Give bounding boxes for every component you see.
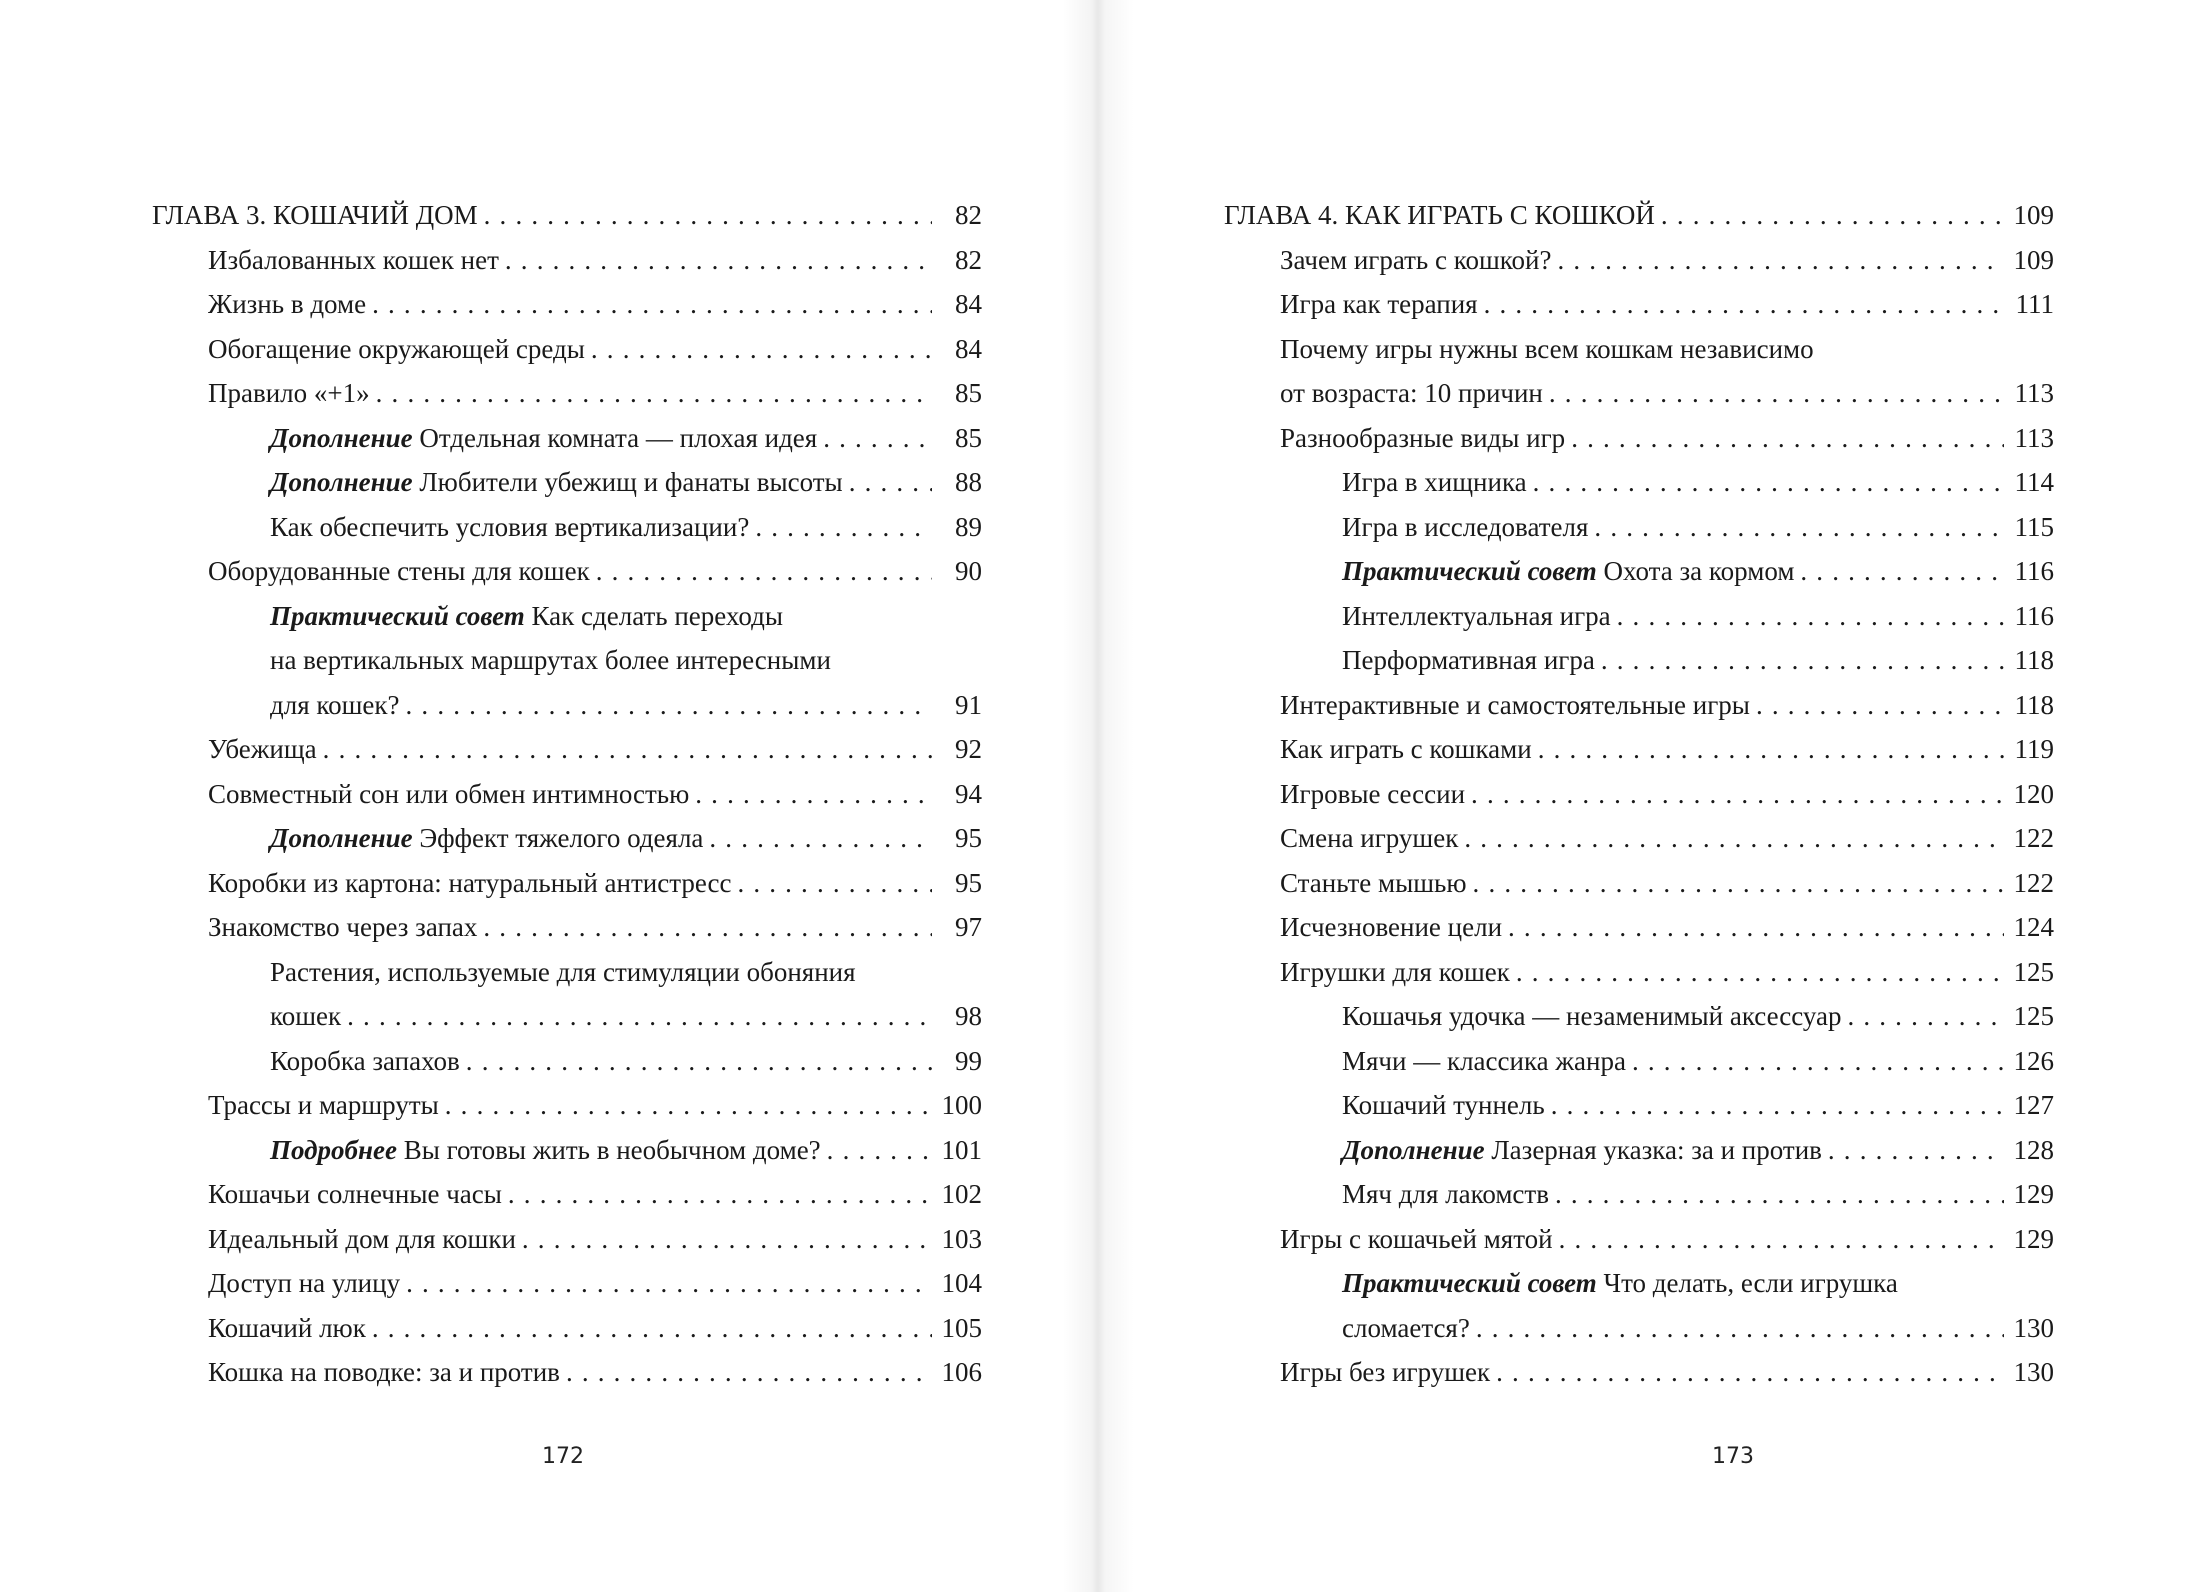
toc-entry	[1224, 460, 2054, 505]
page-number-right: 173	[1712, 1444, 1754, 1469]
toc-chapter-entry	[152, 193, 982, 238]
toc-entry-title	[1342, 638, 1595, 683]
toc-leader-dots	[522, 1217, 932, 1262]
toc-entry-text: Перформативная игра	[1342, 645, 1595, 675]
toc-entry	[1224, 416, 2054, 461]
toc-entry	[152, 1039, 982, 1084]
toc-leader-dots	[737, 861, 932, 906]
toc-leader-dots	[1555, 1172, 2004, 1217]
toc-entry-page-number: 118	[2014, 645, 2054, 675]
toc-entry	[1224, 638, 2054, 683]
toc-entry-label: Подробнее	[270, 1134, 397, 1165]
toc-entry	[1224, 861, 2054, 906]
toc-entry-page-number: 95	[955, 867, 982, 898]
toc-entry	[152, 994, 982, 1039]
toc-leader-dots	[823, 416, 932, 461]
toc-entry-text: Правило «+1»	[208, 378, 370, 408]
toc-entry-label: Практический совет	[1342, 1268, 1597, 1298]
toc-entry-text: Смена игрушек	[1280, 823, 1459, 853]
toc-entry-page-number: 104	[941, 1268, 982, 1298]
toc-entry-page-number: 102	[941, 1179, 982, 1209]
toc-leader-dots	[1594, 505, 2004, 550]
toc-entry-title	[1280, 238, 1551, 283]
toc-entry-text: Зачем играть с кошкой?	[1280, 244, 1552, 275]
toc-leader-dots	[1538, 727, 2004, 772]
toc-entry-title	[1280, 416, 1565, 461]
toc-entry-text: Мяч для лакомств	[1342, 1179, 1549, 1209]
toc-leader-dots	[1484, 282, 2004, 327]
toc-leader-dots	[1496, 1350, 2004, 1395]
toc-entry-page-number: 127	[2013, 1090, 2054, 1120]
toc-entry-title	[1224, 193, 1655, 238]
toc-entry-title	[1342, 1039, 1626, 1084]
toc-entry-page-number: 129	[2013, 1179, 2054, 1209]
toc-entry-text: Знакомство через запах	[208, 912, 478, 942]
toc-entry	[152, 238, 982, 283]
toc-entry-page-number: 109	[2013, 244, 2054, 275]
page-number-left: 172	[542, 1444, 584, 1469]
toc-entry-text: Станьте мышью	[1280, 867, 1467, 898]
toc-entry	[152, 549, 982, 594]
toc-entry	[152, 861, 982, 906]
toc-entry-text: Что делать, если игрушка	[1603, 1268, 1898, 1298]
toc-entry-title	[1342, 594, 1611, 639]
toc-entry-text: Игры с кошачьей мятой	[1280, 1223, 1553, 1254]
toc-entry-title	[1342, 1083, 1545, 1128]
toc-entry-page-number: 85	[955, 422, 982, 453]
toc-entry-title	[1280, 727, 1532, 772]
toc-entry	[1224, 905, 2054, 950]
toc-entry-title	[208, 1172, 502, 1217]
toc-leader-dots	[1617, 594, 2004, 639]
toc-entry-title	[270, 638, 831, 683]
toc-leader-dots	[1571, 416, 2004, 461]
toc-entry-text: Игры без игрушек	[1280, 1357, 1491, 1387]
toc-entry	[1224, 594, 2054, 639]
toc-entry-page-number: 113	[2014, 422, 2054, 453]
toc-entry-page-number: 120	[2013, 778, 2054, 809]
toc-entry-page-number: 101	[941, 1134, 982, 1165]
toc-entry	[152, 683, 982, 728]
toc-entry-page-number: 111	[2015, 289, 2054, 319]
toc-leader-dots	[323, 727, 932, 772]
toc-entry-text: Игра как терапия	[1280, 289, 1478, 319]
toc-entry-page-number: 100	[941, 1090, 982, 1120]
toc-entry-title	[208, 1083, 439, 1128]
toc-entry	[1224, 1350, 2054, 1395]
toc-entry-label: Практический совет	[270, 600, 525, 631]
toc-entry	[1224, 683, 2054, 728]
toc-leader-dots	[1557, 238, 2004, 283]
toc-entry-text: Идеальный дом для кошки	[208, 1223, 516, 1254]
toc-entry-page-number: 95	[955, 823, 982, 853]
toc-chapter-entry	[1224, 193, 2054, 238]
toc-entry-text: Интерактивные и самостоятельные игры	[1280, 689, 1750, 720]
toc-entry-page-number: 82	[955, 244, 982, 275]
toc-entry-page-number: 90	[955, 556, 982, 586]
toc-leader-dots	[445, 1083, 932, 1128]
toc-entry	[152, 594, 982, 639]
toc-entry-page-number: 115	[2014, 511, 2054, 542]
toc-entry-text: Кошка на поводке: за и против	[208, 1357, 560, 1387]
toc-entry-page-number: 122	[2013, 823, 2054, 853]
toc-entry	[1224, 727, 2054, 772]
toc-entry-title	[208, 772, 689, 817]
toc-entry	[1224, 1306, 2054, 1351]
toc-entry-title	[208, 861, 731, 906]
toc-leader-dots	[827, 1128, 932, 1173]
toc-entry-label: Дополнение	[270, 422, 413, 453]
toc-entry-title	[1280, 282, 1478, 327]
toc-entry-title	[208, 1306, 366, 1351]
toc-leader-dots	[1828, 1128, 2004, 1173]
toc-entry-text: Растения, используемые для стимуляции обоняния	[270, 956, 856, 987]
toc-entry-label: Дополнение	[270, 823, 413, 853]
toc-leader-dots	[1471, 772, 2004, 817]
toc-entry-text: Почему игры нужны всем кошкам независимо	[1280, 333, 1814, 364]
toc-entry-text: Кошачий люк	[208, 1312, 366, 1343]
toc-entry-title	[270, 994, 341, 1039]
toc-leader-dots	[505, 238, 932, 283]
toc-entry-title	[270, 950, 856, 995]
toc-leader-dots	[1756, 683, 2004, 728]
toc-entry-page-number: 130	[2013, 1312, 2054, 1343]
toc-entry	[1224, 1128, 2054, 1173]
toc-entry-title	[1280, 950, 1510, 995]
toc-entry-title	[208, 327, 585, 372]
toc-entry-page-number: 126	[2013, 1045, 2054, 1076]
toc-entry-title	[1280, 683, 1750, 728]
toc-entry-text: Избалованных кошек нет	[208, 244, 499, 275]
toc-leader-dots	[1800, 549, 2004, 594]
toc-entry	[1224, 327, 2054, 372]
toc-leader-dots	[406, 1261, 932, 1306]
toc-entry-page-number: 97	[955, 912, 982, 942]
toc-entry-title	[208, 1261, 400, 1306]
toc-entry-title	[1342, 549, 1794, 594]
toc-entry	[1224, 282, 2054, 327]
toc-leader-dots	[483, 905, 932, 950]
toc-leader-dots	[1661, 193, 2004, 238]
toc-entry-text: Вы готовы жить в необычном доме?	[403, 1134, 821, 1165]
toc-entry-title	[1280, 371, 1543, 416]
toc-entry-page-number: 118	[2014, 689, 2054, 720]
toc-entry	[152, 1128, 982, 1173]
toc-entry-page-number: 129	[2013, 1223, 2054, 1254]
toc-entry-text: ГЛАВА 3. КОШАЧИЙ ДОМ	[152, 200, 478, 230]
toc-leader-dots	[709, 816, 932, 861]
toc-entry-page-number: 98	[955, 1001, 982, 1031]
toc-entry-title	[270, 816, 703, 861]
toc-entry-page-number: 128	[2013, 1134, 2054, 1165]
toc-leader-dots	[1476, 1306, 2004, 1351]
toc-entry	[152, 816, 982, 861]
toc-entry-page-number: 109	[2013, 200, 2054, 230]
toc-leader-dots	[1549, 371, 2004, 416]
toc-leader-dots	[372, 1306, 932, 1351]
toc-entry-title	[208, 905, 477, 950]
toc-leader-dots	[566, 1350, 932, 1395]
toc-entry-text: Исчезновение цели	[1280, 912, 1503, 942]
toc-entry	[152, 1261, 982, 1306]
toc-entry-text: Кошачья удочка — незаменимый аксессуар	[1342, 1001, 1842, 1031]
toc-entry-title	[152, 193, 478, 238]
toc-entry-page-number: 124	[2013, 912, 2054, 942]
toc-entry-text: Отдельная комната — плохая идея	[419, 422, 818, 453]
toc-leader-dots	[695, 772, 932, 817]
toc-entry-title	[1280, 816, 1458, 861]
toc-entry-title	[1280, 905, 1502, 950]
toc-entry-title	[208, 238, 499, 283]
toc-entry	[1224, 1261, 2054, 1306]
toc-entry-title	[270, 1128, 821, 1173]
toc-entry-title	[1342, 994, 1841, 1039]
toc-entry-label: Дополнение	[1342, 1134, 1485, 1165]
toc-entry-text: Игрушки для кошек	[1280, 956, 1510, 987]
toc-entry	[1224, 816, 2054, 861]
toc-entry-text: Совместный сон или обмен интимностью	[208, 778, 690, 809]
toc-entry-page-number: 125	[2013, 956, 2054, 987]
toc-entry-text: Доступ на улицу	[208, 1268, 401, 1298]
toc-entry-label: Дополнение	[270, 467, 413, 497]
right-page	[1098, 0, 2196, 1592]
toc-entry	[152, 1306, 982, 1351]
toc-entry-page-number: 103	[941, 1223, 982, 1254]
toc-entry-title	[270, 460, 843, 505]
toc-leader-dots	[376, 371, 932, 416]
toc-entry-text: Убежища	[208, 734, 317, 764]
toc-entry-text: Как играть с кошками	[1280, 734, 1532, 764]
toc-entry-text: Жизнь в доме	[208, 289, 367, 319]
toc-entry-text: Любители убежищ и фанаты высоты	[419, 467, 843, 497]
toc-entry-page-number: 85	[955, 378, 982, 408]
toc-entry-title	[1342, 1128, 1822, 1173]
toc-entry	[152, 505, 982, 550]
toc-entry-text: Лазерная указка: за и против	[1491, 1134, 1822, 1165]
toc-entry-page-number: 84	[955, 333, 982, 364]
toc-entry-text: Как сделать переходы	[531, 600, 783, 631]
toc-entry-page-number: 130	[2013, 1357, 2054, 1387]
toc-entry	[1224, 371, 2054, 416]
toc-entry	[152, 416, 982, 461]
table-of-contents-right	[1224, 193, 2054, 1395]
toc-entry-text: Игра в хищника	[1342, 467, 1527, 497]
toc-entry	[152, 950, 982, 995]
toc-entry-title	[270, 594, 783, 639]
toc-leader-dots	[1551, 1083, 2004, 1128]
toc-entry	[1224, 505, 2054, 550]
toc-entry-page-number: 122	[2013, 867, 2054, 898]
toc-entry-text: Кошачьи солнечные часы	[208, 1179, 502, 1209]
toc-entry-text: Обогащение окружающей среды	[208, 333, 585, 364]
toc-entry-page-number: 113	[2014, 378, 2054, 408]
toc-entry-label: Практический совет	[1342, 556, 1597, 586]
toc-entry-text: Разнообразные виды игр	[1280, 422, 1566, 453]
toc-entry-page-number: 89	[955, 511, 982, 542]
toc-entry-title	[1342, 505, 1588, 550]
toc-entry	[152, 1217, 982, 1262]
toc-entry	[152, 1172, 982, 1217]
toc-entry-title	[1342, 1306, 1470, 1351]
toc-entry-text: Игровые сессии	[1280, 778, 1466, 809]
toc-leader-dots	[372, 282, 932, 327]
toc-entry	[152, 1350, 982, 1395]
toc-leader-dots	[1516, 950, 2004, 995]
book-gutter-shadow	[1062, 0, 1134, 1592]
toc-entry-text: Охота за кормом	[1603, 556, 1795, 586]
toc-entry	[152, 282, 982, 327]
toc-entry	[1224, 950, 2054, 995]
toc-entry-title	[1342, 1172, 1549, 1217]
toc-leader-dots	[508, 1172, 932, 1217]
toc-leader-dots	[484, 193, 932, 238]
table-of-contents-left	[152, 193, 982, 1395]
toc-entry-text: Коробка запахов	[270, 1045, 460, 1076]
toc-entry-text: Коробки из картона: натуральный антистресс	[208, 867, 732, 898]
toc-entry-page-number: 82	[955, 200, 982, 230]
toc-entry-page-number: 84	[955, 289, 982, 319]
toc-leader-dots	[1632, 1039, 2004, 1084]
toc-entry-page-number: 116	[2014, 556, 2054, 586]
toc-entry	[1224, 549, 2054, 594]
toc-entry	[152, 460, 982, 505]
toc-entry-title	[270, 1039, 460, 1084]
toc-entry-page-number: 94	[955, 778, 982, 809]
toc-entry	[152, 371, 982, 416]
toc-entry-page-number: 114	[2014, 467, 2054, 497]
toc-entry-page-number: 88	[955, 467, 982, 497]
toc-leader-dots	[755, 505, 932, 550]
toc-entry-title	[270, 416, 817, 461]
toc-entry-page-number: 99	[955, 1045, 982, 1076]
toc-leader-dots	[1559, 1217, 2004, 1262]
toc-leader-dots	[1508, 905, 2004, 950]
toc-leader-dots	[1473, 861, 2004, 906]
toc-entry-text: Игра в исследователя	[1342, 511, 1589, 542]
toc-entry-text: сломается?	[1342, 1312, 1470, 1343]
toc-entry-title	[1280, 772, 1465, 817]
toc-entry	[1224, 238, 2054, 283]
toc-entry-title	[208, 282, 366, 327]
toc-entry-text: Кошачий туннель	[1342, 1090, 1545, 1120]
toc-entry-text: кошек	[270, 1001, 342, 1031]
toc-leader-dots	[849, 460, 932, 505]
toc-entry-text: Мячи — классика жанра	[1342, 1045, 1626, 1076]
toc-leader-dots	[596, 549, 932, 594]
toc-entry	[1224, 772, 2054, 817]
toc-entry	[152, 727, 982, 772]
toc-entry	[152, 638, 982, 683]
toc-leader-dots	[466, 1039, 932, 1084]
toc-entry-title	[1280, 327, 1814, 372]
toc-entry-title	[1342, 1261, 1898, 1306]
toc-entry-text: Трассы и маршруты	[208, 1090, 439, 1120]
toc-entry-title	[208, 1350, 560, 1395]
toc-entry-text: для кошек?	[270, 689, 400, 720]
toc-entry-title	[208, 727, 317, 772]
toc-entry-title	[1342, 460, 1527, 505]
toc-entry	[1224, 1172, 2054, 1217]
toc-entry-title	[208, 549, 590, 594]
toc-entry-page-number: 116	[2014, 600, 2054, 631]
toc-entry-title	[1280, 861, 1467, 906]
toc-leader-dots	[1464, 816, 2004, 861]
toc-leader-dots	[1533, 460, 2004, 505]
toc-leader-dots	[591, 327, 932, 372]
toc-leader-dots	[347, 994, 932, 1039]
toc-leader-dots	[406, 683, 932, 728]
toc-entry-title	[1280, 1350, 1490, 1395]
toc-entry-title	[1280, 1217, 1553, 1262]
toc-entry	[152, 1083, 982, 1128]
toc-entry-page-number: 105	[941, 1312, 982, 1343]
toc-entry-text: Как обеспечить условия вертикализации?	[270, 511, 750, 542]
toc-entry-text: Интеллектуальная игра	[1342, 600, 1611, 631]
toc-entry-text: ГЛАВА 4. КАК ИГРАТЬ С КОШКОЙ	[1224, 200, 1655, 230]
toc-entry-title	[208, 371, 370, 416]
toc-entry-text: на вертикальных маршрутах более интересными	[270, 645, 831, 675]
toc-entry	[1224, 1217, 2054, 1262]
toc-entry-page-number: 119	[2014, 734, 2054, 764]
toc-entry	[1224, 1083, 2054, 1128]
toc-entry-title	[208, 1217, 516, 1262]
toc-leader-dots	[1847, 994, 2004, 1039]
toc-entry	[1224, 994, 2054, 1039]
toc-entry-title	[270, 683, 400, 728]
toc-entry-page-number: 91	[955, 689, 982, 720]
toc-entry	[152, 772, 982, 817]
toc-entry-page-number: 106	[941, 1357, 982, 1387]
toc-entry-page-number: 125	[2013, 1001, 2054, 1031]
toc-entry-text: Эффект тяжелого одеяла	[419, 823, 704, 853]
toc-entry	[152, 327, 982, 372]
toc-entry	[1224, 1039, 2054, 1084]
toc-entry	[152, 905, 982, 950]
toc-leader-dots	[1601, 638, 2004, 683]
toc-entry-text: Оборудованные стены для кошек	[208, 556, 590, 586]
toc-entry-title	[270, 505, 749, 550]
toc-entry-text: от возраста: 10 причин	[1280, 378, 1543, 408]
toc-entry-page-number: 92	[955, 734, 982, 764]
